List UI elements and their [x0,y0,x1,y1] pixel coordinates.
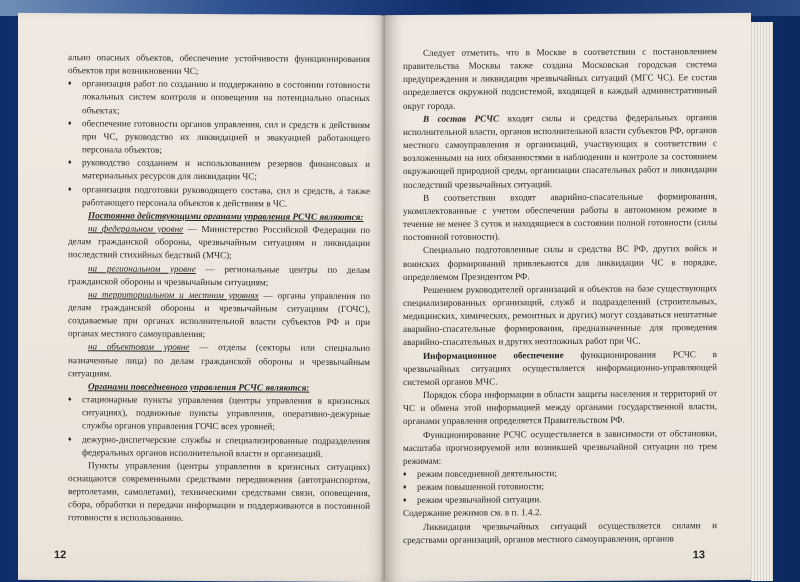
right-paragraph: Ликвидация чрезвычайных ситуаций осуществляется силами и средствами организаций, органов местного самоуправления, органов [403,519,717,545]
right-paragraph: ♦ режим повышенной готовности; [403,479,717,494]
right-page-number: 13 [692,549,705,562]
left-paragraph: ально опасных объектов, обеспечение устойчивости функционирования объектов при возникновении ЧС; [68,52,370,77]
left-paragraph: Постоянно действующими органами управления РСЧС являются: [88,210,364,222]
page-edges [751,22,773,581]
right-paragraph: Содержание режимов см. в п. 1.4.2. [403,507,542,519]
right-paragraph: В соответствии входят аварийно-спасательные формирования, укомплектованные с учетом обеспечения работы в автономном режиме в течение не менее 3 суток и находящиеся в состоянии полной готовности (силы постоянной готовности). [403,190,717,243]
left-paragraph: ♦ дежурно-диспетчерские службы и специализированные подразделения федеральных органов исполнительной власти и организаций. [68,433,370,461]
left-paragraph: ♦ руководство созданием и использованием резервов финансовых и материальных ресурсов для ликвидации ЧС; [68,156,370,184]
right-paragraph: Функционирование РСЧС осуществляется в зависимости от обстановки, масштаба прогнозируемой или возникшей чрезвычайной ситуации по трем режимам: [403,427,717,466]
right-paragraph: Информационное обеспечение функционирования РСЧС в чрезвычайных ситуациях осуществляется информационно-управляющей системой органов МЧС. [403,348,717,387]
right-paragraph: В состав РСЧС входят силы и средства федеральных органов исполнительной власти, органов исполнительной власти субъектов РФ, органов местного самоуправления и организаций, участвующих в соответствии с возложенными на них обязанностями в наблюдении и контроле за состоянием окружающей природной среды, организации спасательных работ и ликвидации последствий чрезвычайных ситуаций. [403,111,717,190]
right-paragraph: Решением руководителей организаций и объектов на базе существующих специализированных организаций, служб и подразделений (строительных, медицинских, химических, ремонтных и других) могут создаваться нештатные аварийно-спасательные формирования, предназначенные для проведения аварийно-спасательных и других неотложных работ при ЧС. [403,282,717,348]
left-paragraph: на территориальном и местном уровнях — органы управления по делам гражданской обороны и чрезвычайным ситуациям (ГОЧС), создаваемые при органах исполнительной власти субъектов РФ и при органах местного самоуправления; [68,289,370,340]
left-paragraph: ♦ организация работ по созданию и поддержанию в состоянии готовности локальных систем контроля и оповещения на потенциально опасных объектах; [68,77,370,118]
left-page-text [68,51,370,526]
right-paragraph: ♦ режим чрезвычайной ситуации. [403,492,717,507]
left-paragraph: Пункты управления (центры управления в кризисных ситуациях) оснащаются современными средствами передвижения (автотранспортом, вертолетами, самолетами), техническими средствами связи, оповещения, сбора, обработки и передачи информации и поддерживаются в постоянной готовности к использованию. [68,460,370,524]
right-page [385,13,751,582]
left-page-number: 12 [54,548,67,562]
left-paragraph: ♦ стационарные пункты управления (центры управления в кризисных ситуациях), подвижные пункты управления, оперативно-дежурные службы органов управления ГОЧС всех уровней; [68,393,370,434]
right-paragraph: Специально подготовленные силы и средства ВС РФ, других войск и воинских формирований привлекаются для ликвидации ЧС в порядке, определяемом Президентом РФ. [403,243,717,282]
right-paragraph: Порядок сбора информации в области защиты населения и территорий от ЧС и обмена этой информацией между органами государственной власти, органами управления определяется Правительством РФ. [403,388,717,427]
left-paragraph: на федеральном уровне — Министерство Российской Федерации по делам гражданской обороны, чрезвычайным ситуациям и ликвидации последствий стихийных бедствий (МЧС); [68,223,370,261]
right-page-text [403,45,717,547]
left-page [18,13,388,582]
left-paragraph: ♦ организация подготовки руководящего состава, сил и средств, а также работающего персонала объектов к действиям в ЧС. [68,183,370,211]
left-paragraph: на объектовом уровне — отделы (секторы или специально назначенные лица) по делам гражданской обороны и чрезвычайным ситуациям. [68,341,370,379]
right-paragraph: ♦ режим повседневной деятельности; [403,466,717,481]
left-paragraph: на региональном уровне — региональные центры по делам гражданской обороны и чрезвычайным ситуациям; [68,262,370,288]
right-paragraph: Следует отметить, что в Москве в соответствии с постановлением правительства Москвы также создана Московская городская система предупреждения и ликвидации чрезвычайных ситуаций (МГС ЧС). Ее состав определяется окружной подсистемой, входящей в каждый административный округ города. [403,46,717,111]
left-paragraph: ♦ обеспечение готовности органов управления, сил и средств к действиям при ЧС, руководство их ликвидацией и эвакуацией работающего персонала объектов; [68,117,370,158]
left-paragraph: Органами повседневного управления РСЧС являются: [88,381,310,393]
